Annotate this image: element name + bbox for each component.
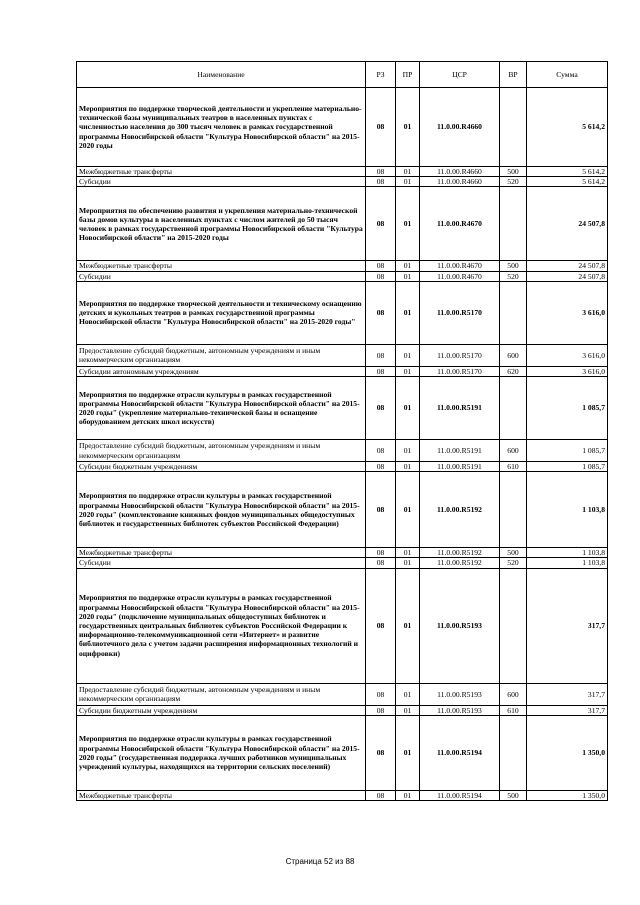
row-vr: 620 [500, 366, 527, 376]
row-pr: 01 [396, 548, 420, 558]
row-rz: 08 [366, 187, 396, 261]
row-rz: 08 [366, 88, 396, 167]
row-rz: 08 [366, 440, 396, 462]
row-sum: 1 103,8 [527, 548, 608, 558]
row-sum: 24 507,8 [527, 187, 608, 261]
row-vr: 520 [500, 271, 527, 281]
row-sum: 3 616,0 [527, 344, 608, 366]
row-name: Субсидии [77, 271, 366, 281]
row-pr: 01 [396, 377, 420, 440]
row-name: Мероприятия по поддержке отрасли культуры в рамках государственной программы Новосибирской области "Культура Новосибирской области" на 2015-2020 годы" (государственная поддержка лучших работников муниципальных учреждений культуры, находящихся на территории сельских поселений) [77, 715, 366, 790]
row-vr [500, 88, 527, 167]
row-csr: 11.0.00.R5170 [420, 344, 500, 366]
row-csr: 11.0.00.R5191 [420, 440, 500, 462]
row-name: Субсидии бюджетным учреждениям [77, 462, 366, 472]
table-row [77, 187, 608, 261]
row-pr: 01 [396, 344, 420, 366]
row-sum: 1 350,0 [527, 790, 608, 800]
row-vr: 500 [500, 548, 527, 558]
row-pr: 01 [396, 440, 420, 462]
row-pr: 01 [396, 715, 420, 790]
row-csr: 11.0.00.R4670 [420, 187, 500, 261]
row-csr: 11.0.00.R5192 [420, 558, 500, 568]
row-vr [500, 377, 527, 440]
row-sum: 3 616,0 [527, 281, 608, 344]
table-row [77, 568, 608, 683]
row-vr: 600 [500, 683, 527, 705]
row-csr: 11.0.00.R5191 [420, 462, 500, 472]
row-name: Мероприятия по поддержке отрасли культуры в рамках государственной программы Новосибирской области "Культура Новосибирской области" на 2015-2020 годы" (комплектование книжных фондов муниципальных общедоступных библиотек и государственных библиотек субъектов Российской Федерации) [77, 472, 366, 548]
table-row [77, 281, 608, 344]
table-row [77, 88, 608, 167]
table-row [77, 344, 608, 366]
row-sum: 1 085,7 [527, 377, 608, 440]
row-rz: 08 [366, 715, 396, 790]
row-name: Межбюджетные трансферты [77, 790, 366, 800]
row-rz: 08 [366, 462, 396, 472]
row-name: Мероприятия по поддержке творческой деятельности и укрепление материально-технической базы муниципальных театров в населенных пунктах с численностью населения до 300 тысяч человек в рамках государственной программы Новосибирской области "Культура Новосибирской области" на 2015-2020 годы [77, 88, 366, 167]
row-rz: 08 [366, 281, 396, 344]
row-csr: 11.0.00.R5170 [420, 281, 500, 344]
row-name: Предоставление субсидий бюджетным, автономным учреждениям и иным некоммерческим организациям [77, 344, 366, 366]
row-pr: 01 [396, 261, 420, 271]
row-csr: 11.0.00.R5193 [420, 683, 500, 705]
row-vr: 610 [500, 705, 527, 715]
row-pr: 01 [396, 462, 420, 472]
row-vr [500, 187, 527, 261]
row-pr: 01 [396, 187, 420, 261]
row-sum: 1 103,8 [527, 472, 608, 548]
row-sum: 1 103,8 [527, 558, 608, 568]
row-rz: 08 [366, 261, 396, 271]
row-rz: 08 [366, 548, 396, 558]
row-vr: 520 [500, 558, 527, 568]
table-row [77, 462, 608, 472]
row-rz: 08 [366, 472, 396, 548]
row-name: Мероприятия по поддержке отрасли культуры в рамках государственной программы Новосибирской области "Культура Новосибирской области" на 2015-2020 годы" (укрепление материально-технической базы и оснащение оборудованием детских школ искусств) [77, 377, 366, 440]
table-row [77, 790, 608, 800]
table-row [77, 472, 608, 548]
row-pr: 01 [396, 472, 420, 548]
row-rz: 08 [366, 271, 396, 281]
row-name: Межбюджетные трансферты [77, 167, 366, 177]
row-pr: 01 [396, 167, 420, 177]
row-rz: 08 [366, 167, 396, 177]
table-row [77, 261, 608, 271]
table-row [77, 167, 608, 177]
row-rz: 08 [366, 344, 396, 366]
row-name: Предоставление субсидий бюджетным, автономным учреждениям и иным некоммерческим организациям [77, 440, 366, 462]
row-csr: 11.0.00.R4670 [420, 271, 500, 281]
header-csr: ЦСР [420, 62, 500, 88]
row-pr: 01 [396, 177, 420, 187]
row-name: Субсидии автономным учреждениям [77, 366, 366, 376]
header-rz: РЗ [366, 62, 396, 88]
row-vr: 500 [500, 167, 527, 177]
row-csr: 11.0.00.R5192 [420, 548, 500, 558]
page-number: Страница 52 из 88 [285, 857, 355, 866]
row-rz: 08 [366, 683, 396, 705]
row-name: Межбюджетные трансферты [77, 261, 366, 271]
row-pr: 01 [396, 568, 420, 683]
table-row [77, 377, 608, 440]
row-csr: 11.0.00.R5194 [420, 715, 500, 790]
row-name: Мероприятия по обеспечению развития и укрепления материально-технической базы домов культуры в населенных пунктах с числом жителей до 50 тысяч человек в рамках государственной программы Новосибирской области "Культура Новосибирской области" на 2015-2020 годы [77, 187, 366, 261]
row-rz: 08 [366, 790, 396, 800]
row-vr: 520 [500, 177, 527, 187]
row-name: Предоставление субсидий бюджетным, автономным учреждениям и иным некоммерческим организациям [77, 683, 366, 705]
row-sum: 3 616,0 [527, 366, 608, 376]
row-csr: 11.0.00.R5191 [420, 377, 500, 440]
row-sum: 1 350,0 [527, 715, 608, 790]
row-rz: 08 [366, 558, 396, 568]
row-sum: 317,7 [527, 683, 608, 705]
table-row [77, 177, 608, 187]
table-row [77, 440, 608, 462]
row-sum: 24 507,8 [527, 261, 608, 271]
row-name: Мероприятия по поддержке творческой деятельности и техническому оснащению детских и кукольных театров в рамках государственной программы Новосибирской области "Культура Новосибирской области" на 2015-2020 годы" [77, 281, 366, 344]
table-row [77, 366, 608, 376]
row-pr: 01 [396, 366, 420, 376]
row-vr [500, 568, 527, 683]
row-vr: 500 [500, 261, 527, 271]
row-sum: 317,7 [527, 705, 608, 715]
header-vr: ВР [500, 62, 527, 88]
table-row [77, 715, 608, 790]
header-pr: ПР [396, 62, 420, 88]
row-vr [500, 281, 527, 344]
row-vr: 500 [500, 790, 527, 800]
row-rz: 08 [366, 568, 396, 683]
row-csr: 11.0.00.R4670 [420, 261, 500, 271]
row-name: Субсидии [77, 558, 366, 568]
table-header-row [77, 62, 608, 88]
row-csr: 11.0.00.R4660 [420, 88, 500, 167]
row-pr: 01 [396, 271, 420, 281]
table-row [77, 705, 608, 715]
row-sum: 1 085,7 [527, 462, 608, 472]
row-pr: 01 [396, 683, 420, 705]
row-rz: 08 [366, 377, 396, 440]
row-sum: 1 085,7 [527, 440, 608, 462]
budget-table [76, 61, 608, 801]
row-sum: 5 614,2 [527, 167, 608, 177]
row-rz: 08 [366, 705, 396, 715]
table-row [77, 558, 608, 568]
row-vr: 600 [500, 344, 527, 366]
row-pr: 01 [396, 705, 420, 715]
row-rz: 08 [366, 177, 396, 187]
row-csr: 11.0.00.R5170 [420, 366, 500, 376]
row-rz: 08 [366, 366, 396, 376]
table-row [77, 548, 608, 558]
row-csr: 11.0.00.R4660 [420, 167, 500, 177]
row-sum: 24 507,8 [527, 271, 608, 281]
row-name: Мероприятия по поддержке отрасли культуры в рамках государственной программы Новосибирской области "Культура Новосибирской области" на 2015-2020 годы" (подключение муниципальных общедоступных библиотек и государственных центральных библиотек субъектов Российской Федерации к информационно-телекоммуникационной сети «Интернет» и развитие библиотечного дела с учетом задачи расширения информационных технологий и оцифровки) [77, 568, 366, 683]
row-vr [500, 715, 527, 790]
row-sum: 5 614,2 [527, 88, 608, 167]
row-name: Субсидии бюджетным учреждениям [77, 705, 366, 715]
table-row [77, 271, 608, 281]
header-name: Наименование [77, 62, 366, 88]
row-csr: 11.0.00.R5194 [420, 790, 500, 800]
row-name: Субсидии [77, 177, 366, 187]
row-sum: 5 614,2 [527, 177, 608, 187]
table-row [77, 683, 608, 705]
row-pr: 01 [396, 281, 420, 344]
row-pr: 01 [396, 790, 420, 800]
row-csr: 11.0.00.R5193 [420, 568, 500, 683]
row-vr: 600 [500, 440, 527, 462]
row-csr: 11.0.00.R5193 [420, 705, 500, 715]
row-sum: 317,7 [527, 568, 608, 683]
row-name: Межбюджетные трансферты [77, 548, 366, 558]
row-csr: 11.0.00.R5192 [420, 472, 500, 548]
row-vr [500, 472, 527, 548]
row-vr: 610 [500, 462, 527, 472]
row-csr: 11.0.00.R4660 [420, 177, 500, 187]
row-pr: 01 [396, 88, 420, 167]
row-pr: 01 [396, 558, 420, 568]
header-sum: Сумма [527, 62, 608, 88]
